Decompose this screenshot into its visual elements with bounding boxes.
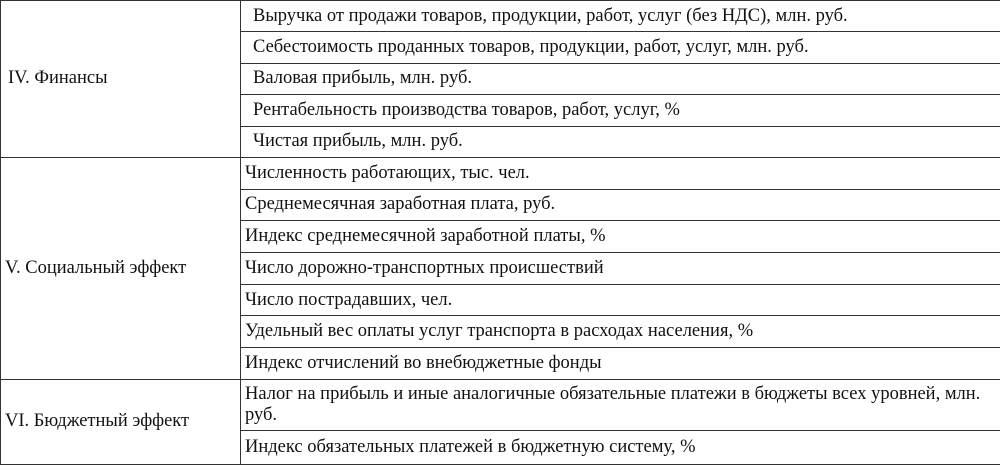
indicator-cell: Число пострадавших, чел. (241, 284, 1000, 316)
section-title-finance: IV. Финансы (1, 1, 241, 158)
table-row (1, 157, 1000, 189)
indicator-cell: Число дорожно-транспортных происшествий (241, 253, 1000, 285)
table-row (1, 379, 1000, 430)
indicator-cell: Налог на прибыль и иные аналогичные обязательные платежи в бюджеты всех уровней, млн. руб. (241, 379, 1000, 430)
indicator-cell: Удельный вес оплаты услуг транспорта в расходах населения, % (241, 316, 1000, 348)
indicator-cell: Индекс отчислений во внебюджетные фонды (241, 348, 1000, 380)
indicator-cell: Индекс обязательных платежей в бюджетную систему, % (241, 430, 1000, 464)
indicator-cell: Себестоимость проданных товаров, продукции, работ, услуг, млн. руб. (241, 32, 1000, 63)
indicator-cell: Выручка от продажи товаров, продукции, работ, услуг (без НДС), млн. руб. (241, 1, 1000, 32)
indicator-cell: Среднемесячная заработная плата, руб. (241, 189, 1000, 221)
indicator-cell: Чистая прибыль, млн. руб. (241, 126, 1000, 157)
section-title-budget: VI. Бюджетный эффект (1, 379, 241, 464)
table-row (1, 1, 1000, 32)
indicator-cell: Численность работающих, тыс. чел. (241, 157, 1000, 189)
indicator-cell: Индекс среднемесячной заработной платы, % (241, 221, 1000, 253)
section-title-social: V. Социальный эффект (1, 157, 241, 379)
indicator-cell: Валовая прибыль, млн. руб. (241, 63, 1000, 94)
indicator-cell: Рентабельность производства товаров, работ, услуг, % (241, 95, 1000, 126)
